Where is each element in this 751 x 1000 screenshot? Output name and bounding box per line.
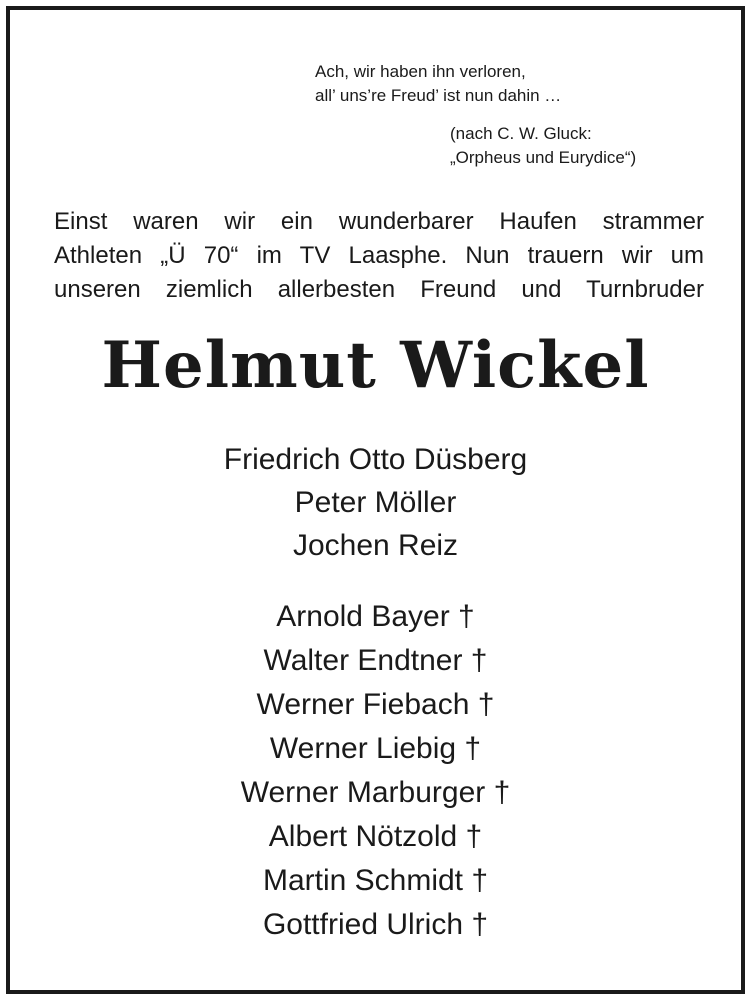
departed-name: Martin Schmidt † <box>262 864 489 897</box>
quote-line: Ach, wir haben ihn verloren, <box>315 62 526 81</box>
departed-list <box>10 595 741 947</box>
intro-text <box>54 205 704 307</box>
departed-name: Gottfried Ulrich † <box>262 908 489 941</box>
epigraph-quote <box>315 60 561 108</box>
intro-line: Athleten „Ü 70“ im TV Laasphe. Nun trauern wir um <box>54 242 704 269</box>
survivor-name: Friedrich Otto Düsberg <box>223 443 528 476</box>
source-line: „Orpheus und Eurydice“) <box>450 148 637 167</box>
epigraph-source <box>450 122 636 170</box>
quote-line: all’ uns’re Freud’ ist nun dahin … <box>315 86 562 105</box>
departed-name: Arnold Bayer † <box>276 600 475 633</box>
deceased-name: Helmut Wickel <box>101 328 650 403</box>
intro-line: unseren ziemlich allerbesten Freund und Turnbruder <box>54 276 704 303</box>
source-line: (nach C. W. Gluck: <box>450 124 592 143</box>
survivor-name: Jochen Reiz <box>292 529 459 562</box>
departed-name: Albert Nötzold † <box>268 820 483 853</box>
departed-name: Werner Liebig † <box>269 732 482 765</box>
departed-name: Werner Fiebach † <box>256 688 495 721</box>
obituary-notice <box>6 6 745 994</box>
intro-line: Einst waren wir ein wunderbarer Haufen strammer <box>54 208 704 235</box>
survivor-name: Peter Möller <box>294 486 457 519</box>
departed-name: Walter Endtner † <box>263 644 488 677</box>
survivors-list <box>10 438 741 567</box>
departed-name: Werner Marburger † <box>240 776 511 809</box>
